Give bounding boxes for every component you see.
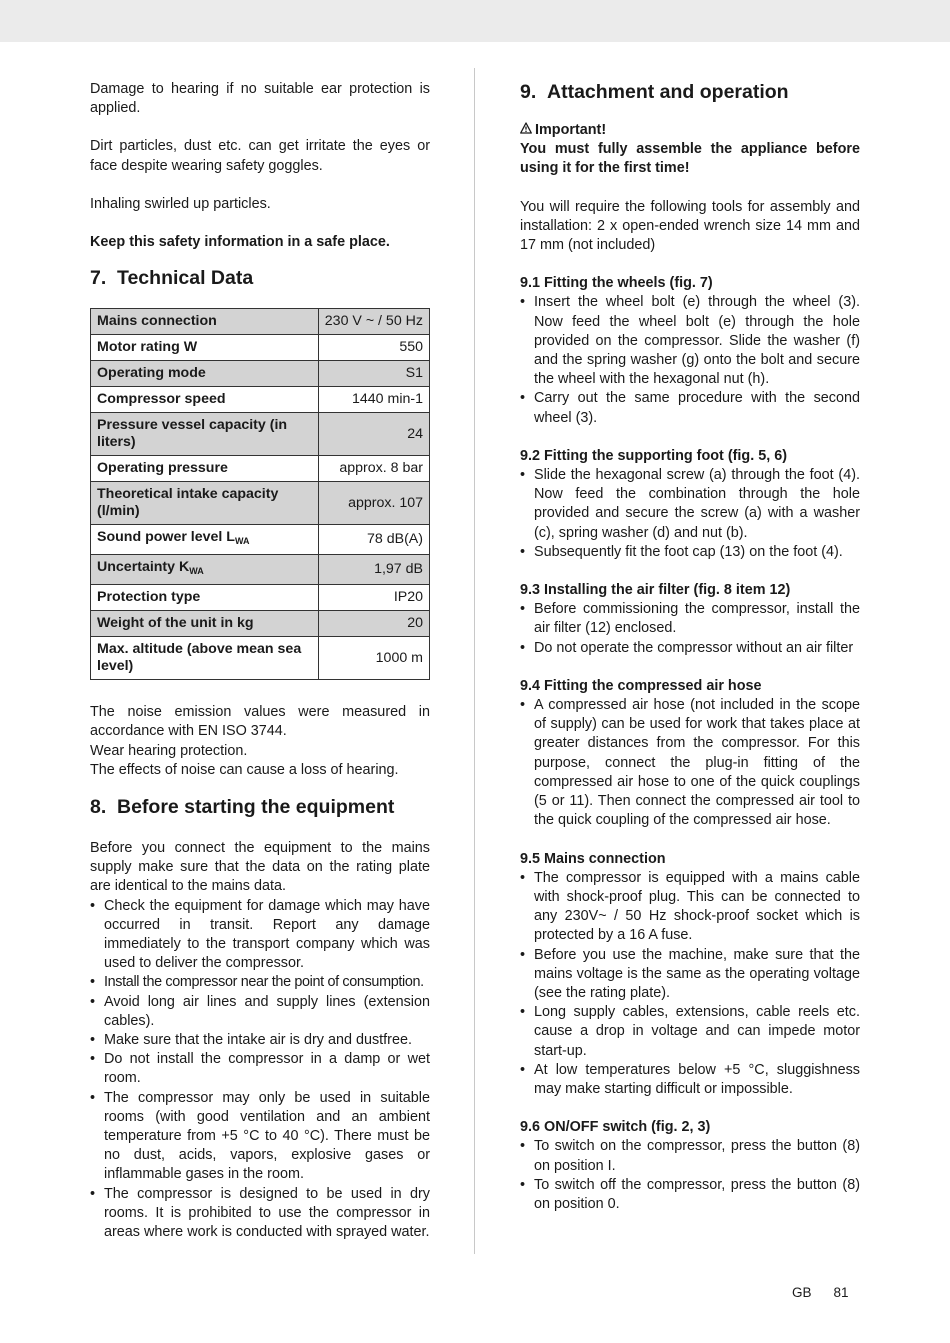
list-item: • The compressor is designed to be used in dry rooms. It is prohibited to use the compressor in areas where work is conducted with sprayed water. [90, 1185, 430, 1243]
tech-label: Pressure vessel capacity (in liters) [97, 417, 288, 451]
table-row [91, 637, 430, 680]
warning-triangle-icon [520, 121, 535, 140]
section-9-3-list [520, 600, 860, 658]
technical-data-table [90, 308, 430, 680]
safety-paragraph-hearing: Damage to hearing if no suitable ear protection is applied. [90, 81, 430, 117]
safety-paragraph-dirt: Dirt particles, dust etc. can get irritate the eyes or face despite wearing safety goggles. [90, 138, 430, 174]
section-7-heading [90, 266, 430, 290]
list-item: • At low temperatures below +5 °C, sluggishness may make starting difficult or impossible. [520, 1061, 860, 1099]
table-cell-value: approx. 8 bar [318, 456, 429, 482]
table-cell-value: 550 [318, 335, 429, 361]
list-item: • Before commissioning the compressor, install the air filter (12) enclosed. [520, 600, 860, 638]
tech-label: Operating mode [97, 365, 206, 382]
table-row [91, 555, 430, 585]
tech-label: Protection type [97, 589, 201, 606]
table-row [91, 413, 430, 456]
section-9-5-heading: 9.5 Mains connection [520, 850, 666, 867]
table-cell-value: 1,97 dB [318, 555, 429, 585]
tech-label: Max. altitude (above mean sea level) [97, 641, 302, 675]
table-row [91, 309, 430, 335]
table-row [91, 456, 430, 482]
list-item: • Avoid long air lines and supply lines (extension cables). [90, 993, 430, 1031]
list-item: • Make sure that the intake air is dry and dustfree. [90, 1031, 430, 1050]
left-column [90, 80, 430, 1242]
tech-label: Uncertainty K [97, 559, 190, 576]
table-cell-label [91, 361, 319, 387]
table-cell-value: S1 [318, 361, 429, 387]
table-cell-value: 230 V ~ / 50 Hz [318, 309, 429, 335]
list-item: • Insert the wheel bolt (e) through the wheel (3). Now feed the wheel bolt (e) through the hole provided on the compressor. Slide the washer (f) and the spring washer (g) onto the bolt and secure the wheel with the hexagonal nut (h). [520, 293, 860, 389]
important-heading [520, 121, 860, 140]
tech-label: Mains connection [97, 313, 217, 330]
section-9-4-heading: 9.4 Fitting the compressed air hose [520, 677, 762, 694]
table-cell-label [91, 611, 319, 637]
section-9-4-list [520, 696, 860, 830]
list-item: • Slide the hexagonal screw (a) through the foot (4). Now feed the combination through the hole provided and secure the screw (a) with a washer (c), spring washer (d) and nut (b). [520, 466, 860, 543]
list-item: • A compressed air hose (not included in the scope of supply) can be used for work that takes place at greater distances from the compressor. For this purpose, connect the plug-in fitting of the compressed air hose to one of the quick couplings (5 or 11). Then connect the compressed air tool to the quick coupling of the compressed air hose. [520, 696, 860, 830]
section-7-number: 7. [90, 267, 107, 290]
section-9-2-list [520, 466, 860, 562]
table-cell-value: approx. 107 [318, 482, 429, 525]
list-item: • The compressor is equipped with a mains cable with shock-proof plug. This can be connected to any 230V~ / 50 Hz shock-proof socket which is protected by a 16 A fuse. [520, 869, 860, 946]
section-9-6-heading: 9.6 ON/OFF switch (fig. 2, 3) [520, 1119, 711, 1136]
column-divider [474, 68, 475, 1254]
table-cell-value: 1440 min-1 [318, 387, 429, 413]
tools-paragraph: You will require the following tools for assembly and installation: 2 x open-ended wrench size 14 mm and 17 mm (not included) [520, 198, 860, 254]
footer-page-number: 81 [833, 1285, 849, 1300]
table-cell-value: 20 [318, 611, 429, 637]
right-column [520, 80, 860, 1214]
table-row [91, 585, 430, 611]
table-cell-value: 24 [318, 413, 429, 456]
before-starting-list [90, 897, 430, 1243]
section-9-1-heading: 9.1 Fitting the wheels (fig. 7) [520, 275, 713, 292]
table-cell-value: 78 dB(A) [318, 525, 429, 555]
list-item: • Install the compressor near the point of consumption. [90, 973, 430, 992]
table-row [91, 525, 430, 555]
tech-label-subscript: WA [234, 536, 250, 547]
section-9-1-list [520, 293, 860, 427]
table-cell-label [91, 456, 319, 482]
list-item: • Check the equipment for damage which may have occurred in transit. Report any damage immediately to the transport company which was used to deliver the compressor. [90, 897, 430, 974]
page-header-band [0, 0, 950, 42]
list-item: • To switch on the compressor, press the button (8) on position I. [520, 1137, 860, 1175]
section-9-3-heading: 9.3 Installing the air filter (fig. 8 item 12) [520, 582, 791, 599]
list-item: • Do not install the compressor in a damp or wet room. [90, 1050, 430, 1088]
section-8-heading [90, 795, 430, 819]
list-item: • Carry out the same procedure with the second wheel (3). [520, 389, 860, 427]
list-item: • Subsequently fit the foot cap (13) on the foot (4). [520, 543, 860, 562]
tech-label-subscript: WA [189, 566, 204, 577]
noise-loss-of-hearing: The effects of noise can cause a loss of hearing. [90, 761, 399, 778]
important-text: You must fully assemble the appliance before using it for the first time! [520, 141, 860, 177]
table-row [91, 387, 430, 413]
noise-hearing-protection: Wear hearing protection. [90, 742, 248, 759]
table-cell-label [91, 413, 319, 456]
section-9-number: 9. [520, 81, 537, 103]
list-item: • The compressor may only be used in suitable rooms (with good ventilation and an ambient temperature from +5 °C to 40 °C). There must be no dust, acids, vapors, explosive gases or inflammable gases in the room. [90, 1089, 430, 1185]
table-cell-label [91, 555, 319, 585]
table-row [91, 335, 430, 361]
list-item: • Do not operate the compressor without an air filter [520, 639, 860, 658]
section-9-2-heading: 9.2 Fitting the supporting foot (fig. 5, 6) [520, 447, 787, 464]
list-item: • To switch off the compressor, press the button (8) on position 0. [520, 1176, 860, 1214]
section-9-5-list [520, 869, 860, 1099]
tech-label: Theoretical intake capacity (l/min) [97, 486, 279, 520]
section-9-heading [520, 80, 860, 104]
important-title: Important! [535, 122, 607, 138]
noise-paragraph: The noise emission values were measured in accordance with EN ISO 3744. [90, 704, 430, 740]
table-cell-label [91, 585, 319, 611]
list-item: • Long supply cables, extensions, cable reels etc. cause a drop in voltage and can impede motor start-up. [520, 1003, 860, 1061]
section-9-6-list [520, 1137, 860, 1214]
tech-label: Operating pressure [97, 460, 228, 477]
list-item: • Before you use the machine, make sure that the mains voltage is the same as the operating voltage (see the rating plate). [520, 946, 860, 1004]
section-7-title: Technical Data [117, 267, 254, 290]
table-cell-value: 1000 m [318, 637, 429, 680]
tech-label: Sound power level L [97, 529, 235, 546]
table-row [91, 361, 430, 387]
before-intro-paragraph: Before you connect the equipment to the mains supply make sure that the data on the rating plate are identical to the mains data. [90, 840, 430, 895]
safety-paragraph-inhaling: Inhaling swirled up particles. [90, 195, 271, 212]
tech-label: Compressor speed [97, 391, 226, 408]
table-cell-value: IP20 [318, 585, 429, 611]
section-9-title: Attachment and operation [547, 81, 789, 103]
table-cell-label [91, 482, 319, 525]
tech-label: Motor rating W [97, 339, 198, 356]
tech-label: Weight of the unit in kg [97, 615, 254, 632]
table-row [91, 482, 430, 525]
table-cell-label [91, 387, 319, 413]
table-cell-label [91, 309, 319, 335]
page-footer [792, 1283, 871, 1302]
section-8-number: 8. [90, 796, 107, 819]
footer-language: GB [792, 1285, 812, 1300]
section-8-title: Before starting the equipment [117, 796, 395, 819]
table-cell-label [91, 335, 319, 361]
safety-keep-note: Keep this safety information in a safe place. [90, 234, 390, 251]
table-cell-label [91, 637, 319, 680]
table-row [91, 611, 430, 637]
table-cell-label [91, 525, 319, 555]
